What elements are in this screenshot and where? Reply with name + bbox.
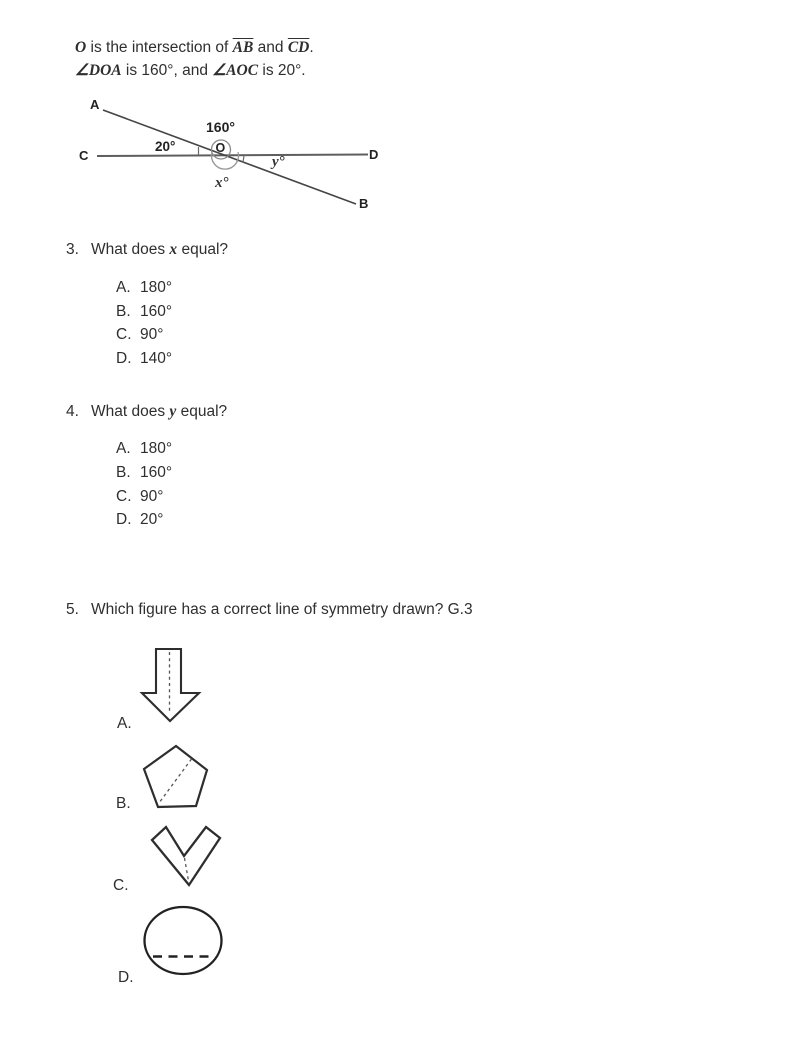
- problem-statement: [75, 37, 314, 82]
- figure-d-label: D.: [118, 969, 134, 986]
- figure-b-pentagon-icon: [144, 746, 207, 807]
- option-letter: B.: [116, 464, 131, 481]
- diagram-point-c-label: C: [79, 148, 89, 163]
- q4-text: [91, 403, 227, 421]
- angle-y-label: y°: [272, 154, 285, 170]
- q3-option-a: [116, 279, 172, 297]
- var-angle-doa: ∠DOA: [75, 61, 122, 79]
- option-value: 20°: [140, 511, 164, 528]
- q3-number: 3.: [66, 241, 79, 258]
- q4-text-pre: What does: [91, 403, 170, 420]
- option-value: 160°: [140, 464, 173, 481]
- option-value: 180°: [140, 279, 173, 296]
- problem-statement-line1: [75, 37, 314, 60]
- option-letter: C.: [116, 326, 132, 343]
- statement-text: .: [309, 39, 314, 56]
- figure-a-label: A.: [117, 715, 132, 732]
- q5-text: Which figure has a correct line of symmetry drawn? G.3: [91, 601, 473, 618]
- option-letter: B.: [116, 302, 131, 320]
- option-letter: D.: [116, 511, 132, 528]
- q3-text-post: equal?: [177, 241, 229, 258]
- option-value: 160°: [140, 302, 173, 320]
- q4-number: 4.: [66, 403, 79, 420]
- statement-text: and: [253, 39, 288, 56]
- figure-c-checkmark-icon: [152, 827, 220, 885]
- diagram-point-b-label: B: [359, 196, 369, 211]
- option-value: 180°: [140, 440, 173, 457]
- var-angle-aoc: ∠AOC: [212, 61, 259, 79]
- option-value: 140°: [140, 349, 173, 367]
- figure-d-circle-icon: [145, 907, 222, 974]
- option-value: 90°: [140, 487, 164, 505]
- q3-option-d: [116, 350, 172, 368]
- symmetry-figures: [100, 640, 240, 988]
- angle-x-label: x°: [215, 175, 229, 191]
- q4-text-post: equal?: [176, 403, 228, 420]
- q4-option-c: [116, 488, 163, 506]
- q3-text-pre: What does: [91, 241, 170, 258]
- problem-statement-line2: [75, 60, 314, 83]
- q3-text: [91, 241, 228, 259]
- option-value: 90°: [140, 326, 164, 343]
- q3-option-c: [116, 326, 163, 344]
- angle-20-label: 20°: [155, 139, 176, 154]
- figure-a-down-arrow-icon: [142, 649, 199, 721]
- q3-variable-x: x: [169, 241, 178, 258]
- diagram-point-o-label: O: [215, 141, 226, 155]
- statement-text: is the intersection of: [86, 39, 233, 56]
- diagram-point-a-label: A: [90, 97, 100, 112]
- option-letter: D.: [116, 349, 132, 367]
- diagram-point-d-label: D: [369, 147, 379, 162]
- statement-text: is 20°.: [258, 61, 306, 79]
- figure-c-label: C.: [113, 877, 129, 894]
- q4-option-d: [116, 511, 163, 529]
- var-o: O: [75, 39, 87, 56]
- figure-b-label: B.: [116, 795, 131, 812]
- angle-160-label: 160°: [206, 119, 235, 135]
- q3-option-b: [116, 303, 172, 321]
- var-segment-ab: $\overline{AB}$: [232, 39, 254, 56]
- q5-number: 5.: [66, 601, 79, 618]
- option-letter: A.: [116, 279, 131, 296]
- angle-y-tick: [243, 156, 244, 163]
- option-letter: C.: [116, 487, 132, 505]
- q4-option-a: [116, 440, 172, 458]
- statement-text: is 160°, and: [121, 61, 213, 79]
- q4-option-b: [116, 464, 172, 482]
- option-letter: A.: [116, 440, 131, 457]
- var-segment-cd: $\overline{CD}$: [287, 39, 310, 56]
- intersecting-lines-diagram: [75, 93, 385, 215]
- line-cd: [97, 155, 368, 157]
- q4-variable-y: y: [169, 403, 177, 420]
